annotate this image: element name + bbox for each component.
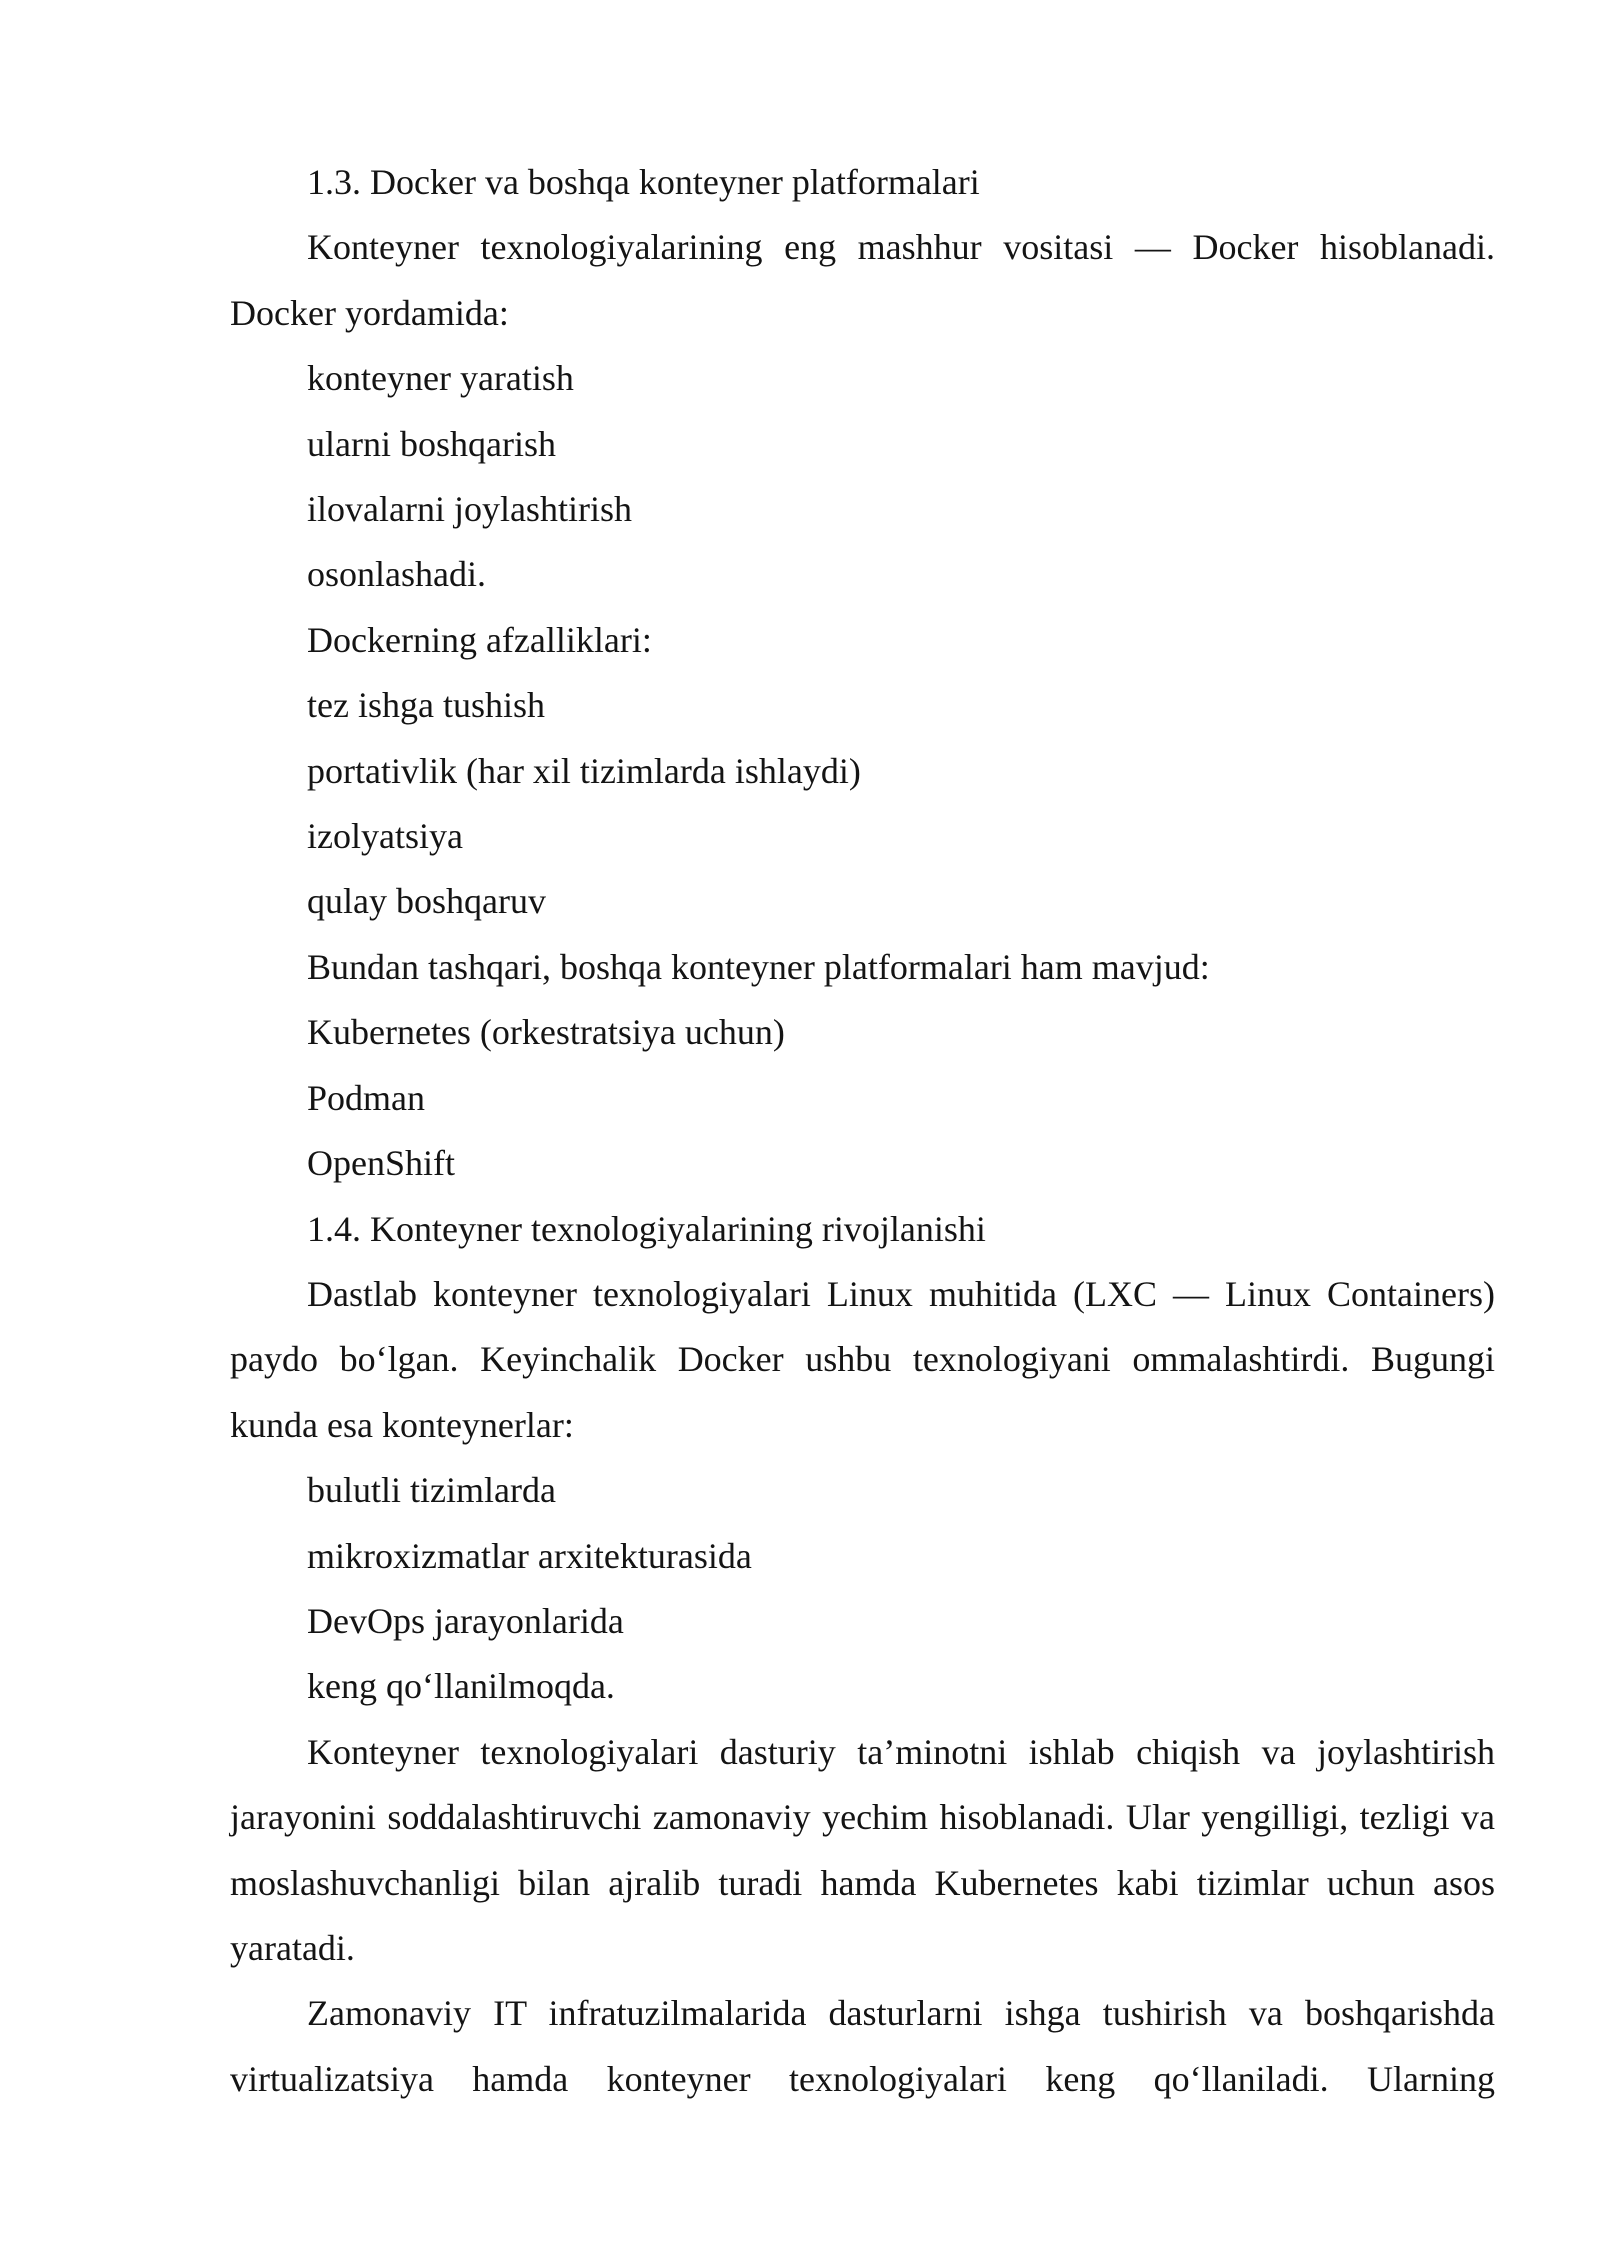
final-paragraph: Zamonaviy IT infratuzilmalarida dasturlarni ishga tushirish va boshqarishda virtualizatsiya hamda konteyner texnologiyalari keng qo‘llaniladi. Ularning	[230, 1993, 1495, 2099]
history-paragraph: Dastlab konteyner texnologiyalari Linux muhitida (LXC — Linux Containers) paydo bo‘lgan. Keyinchalik Docker ushbu texnologiyani ommalashtirdi. Bugungi kunda esa konteynerlar:	[230, 1273, 1495, 1445]
list-item: tez ishga tushish	[307, 685, 545, 726]
list-item: osonlashadi.	[307, 554, 486, 595]
list-item: konteyner yaratish	[307, 358, 574, 399]
advantages-title: Dockerning afzalliklari:	[307, 619, 652, 660]
section-heading-1-3: 1.3. Docker va boshqa konteyner platformalari	[307, 162, 980, 202]
list-item: mikroxizmatlar arxitekturasida	[307, 1535, 752, 1576]
list-item: ularni boshqarish	[307, 423, 556, 464]
list-item: ilovalarni joylashtirish	[307, 489, 632, 530]
list-item: OpenShift	[307, 1143, 455, 1184]
list-item: Podman	[307, 1077, 426, 1118]
docker-intro-paragraph: Konteyner texnologiyalarining eng mashhur vositasi — Docker hisoblanadi. Docker yordamida:	[230, 227, 1495, 333]
summary-paragraph: Konteyner texnologiyalari dasturiy ta’minotni ishlab chiqish va joylashtirish jarayonini soddalashtiruvchi zamonaviy yechim hisoblanadi. Ular yengilligi, tezligi va moslashuvchanligi bilan ajralib turadi hamda Kubernetes kabi tizimlar uchun asos yaratadi.	[230, 1731, 1495, 1968]
other-platforms-intro: Bundan tashqari, boshqa konteyner platformalari ham mavjud:	[307, 946, 1210, 987]
section-heading-1-4: 1.4. Konteyner texnologiyalarining rivojlanishi	[307, 1208, 986, 1249]
list-item: qulay boshqaruv	[307, 881, 546, 922]
list-item: Kubernetes (orkestratsiya uchun)	[307, 1012, 785, 1053]
list-item: portativlik (har xil tizimlarda ishlaydi)	[307, 750, 861, 791]
list-item: DevOps jarayonlarida	[307, 1600, 624, 1641]
list-item: izolyatsiya	[307, 816, 463, 857]
list-item: keng qo‘llanilmoqda.	[307, 1666, 615, 1707]
document-page	[230, 150, 1495, 2112]
list-item: bulutli tizimlarda	[307, 1470, 556, 1511]
